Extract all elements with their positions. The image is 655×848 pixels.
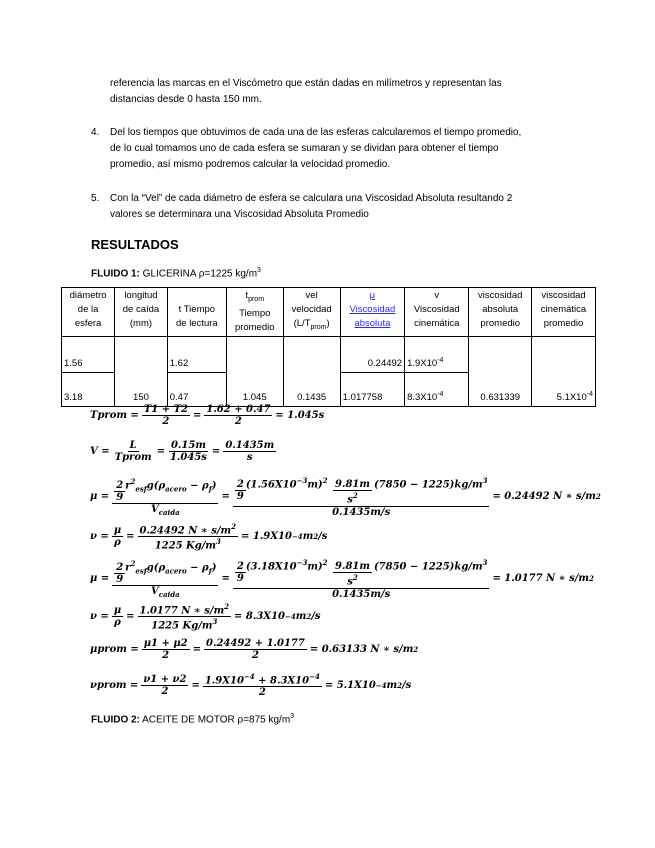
item5-number: 5. (91, 193, 100, 204)
col-longitud: longitud de caída (mm) (115, 288, 168, 337)
results-heading: RESULTADOS (91, 237, 179, 252)
fluid1-line: FLUIDO 1: GLICERINA ρ=1225 $kg/m^3$ (91, 267, 261, 280)
col-tiempo-promedio: $t_{prom}$ Tiempo promedio (226, 288, 283, 337)
col-viscosidad-absoluta[interactable]: μ Viscosidad absoluta (340, 288, 404, 337)
fluid1-text: GLICERINA ρ=1225 kg/m (142, 268, 258, 280)
table-row: 3.18 0.47 1.017758 $8.3X10^{-4}$ (62, 372, 596, 406)
equation-muprom: μprom = $\frac{\mu 1 + \mu 2}{2}$ = $\frac{0.24492 + 1.0177}{2}$ = 0.63133 N ∗ s/m 2 (90, 638, 419, 661)
col-viscosidad-cinematica: v Viscosidad cinemática (405, 288, 469, 337)
col-diametro: diámetro de la esfera (62, 288, 115, 337)
item4-line3: promedio, así mismo podremos calcular la velocidad promedio. (110, 159, 391, 170)
col-visc-cin-promedio: viscosidad cinemática promedio (532, 288, 596, 337)
item4-line1: Del los tiempos que obtuvimos de cada una de las esferas calcularemos el tiempo promedio, (110, 127, 522, 138)
equation-vprom: νprom = $\frac{\nu 1 + \nu 2}{2}$ = $\frac{1.9X10^{-4} + 8.3X10^{-4}}{2}$ = 5.1X10 −4 m 2 /s (90, 672, 412, 699)
equation-nu1: ν = $\frac{\mu}{\rho}$ = $\frac{0.24492 N ∗ s/m^2}{1225 Kg/m^3}$ = 1.9X10 −4 m 2 /s (90, 522, 328, 552)
table-row: 1.56 150 1.62 1.045 0.1435 0.24492 $1.9X10^{-4}$ 0.631339 $5.1X10^{-4}$ (62, 336, 596, 372)
col-visc-abs-promedio: viscosidad absoluta promedio (469, 288, 532, 337)
col-velocidad: vel velocidad $(L/T_{prom})$ (283, 288, 340, 337)
equation-nu2: ν = $\frac{\mu}{\rho}$ = $\frac{1.0177 N ∗ s/m^2}{1225 Kg/m^3}$ = 8.3X10 −4 m 2 /s (90, 602, 321, 632)
col-tiempo-lectura: t Tiempo de lectura (167, 288, 226, 337)
intro-cont-line1: referencia las marcas en el Viscómetro que están dadas en milímetros y representan las (110, 78, 502, 89)
intro-cont-line2: distancias desde 0 hasta 150 mm. (110, 94, 262, 105)
equation-tprom: Tprom = $\frac{T1 + T2}{2}$ = $\frac{1.62 + 0.47}{2}$ = 1.045s (90, 404, 325, 427)
equation-mu2: μ = $\frac{2}{9}$ $r^2_{esf}g(\rho_{acero} - \rho_f)$ $V_{caida}$ = $\frac{2}{9}$ $(3.18X10^{-3}m)^2$ $\frac{9.81m}{s^2}$ $(7850 - 1225)kg/m^3$ 0.1435m/s = 1.0177 N ∗ s/m 2 (90, 558, 594, 600)
fluid2-text: ACEITE DE MOTOR ρ=875 kg/m (142, 714, 291, 726)
equation-velocidad: V = $\frac{L}{\text{Tprom}}$ = $\frac{0.15m}{1.045s}$ = $\frac{0.1435m}{s}$ (90, 440, 275, 463)
item4-line2: de lo cual tomamos uno de cada esfera se sumaran y se dividan para obtener el tiempo (110, 143, 499, 154)
results-table (61, 287, 596, 407)
table-header-row (62, 288, 596, 337)
item5-line1: Con la “Vel” de cada diámetro de esfera se calculara una Viscosidad Absoluta resultando 2 (110, 193, 513, 204)
item4-number: 4. (91, 127, 100, 138)
equation-mu1: μ = $\frac{2}{9}$ $r^2_{esf}g(\rho_{acero} - \rho_f)$ $V_{caida}$ = $\frac{2}{9}$ $(1.56X10^{-3}m)^2$ $\frac{9.81m}{s^2}$ $(7850 - 1225)kg/m^3$ 0.1435m/s = 0.24492 N ∗ s/m 2 (90, 476, 601, 518)
fluid2-line: FLUIDO 2: ACEITE DE MOTOR ρ=875 $kg/m^3$ (91, 713, 295, 726)
fluid1-label: FLUIDO 1: (91, 268, 140, 280)
item5-line2: valores se determinara una Viscosidad Absoluta Promedio (110, 209, 369, 220)
fluid2-label: FLUIDO 2: (91, 714, 140, 726)
